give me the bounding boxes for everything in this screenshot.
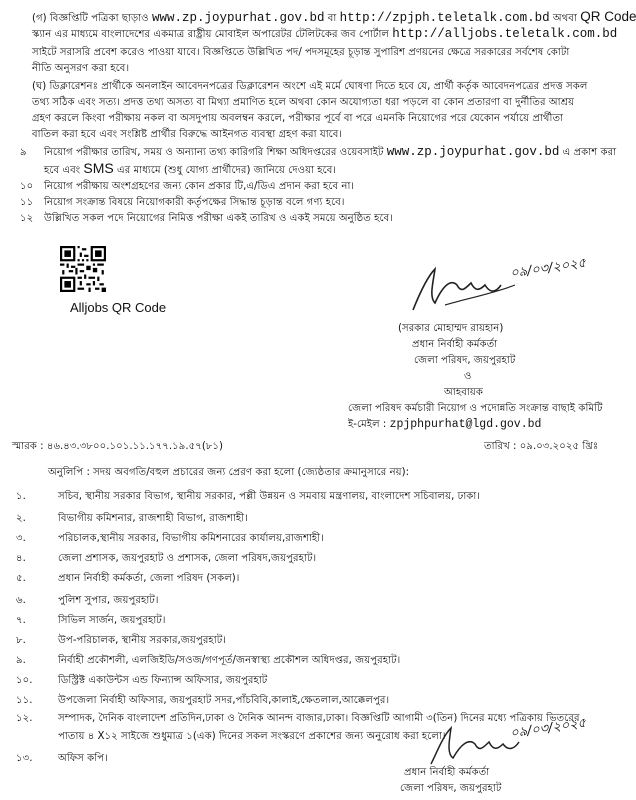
copy-item: সিভিল সার্জন, জয়পুরহাট। (58, 615, 166, 626)
copy-number: ১০. (16, 675, 33, 686)
url-zp-joypurhat-2[interactable]: www.zp.joypurhat.gov.bd (386, 145, 560, 159)
signer-and: ও (464, 371, 472, 382)
signer-office: জেলা পরিষদ, জয়পুরহাট (414, 355, 516, 366)
item-g-or2: অথবা (552, 13, 577, 24)
copy-number: ৩. (16, 533, 26, 544)
memo-reference: স্মারক : ৪৬.৪৩.৩৮০০.১০১.১১.১৭৭.১৯.৫৭(৮১) (12, 441, 223, 452)
item-9-line2-end: এর মাধ্যমে (শুধু যোগ্য প্রার্থীদের) জানিয়ে দেওয়া হবে। (117, 165, 337, 176)
url-alljobs[interactable]: http://alljobs.teletalk.com.bd (392, 27, 618, 41)
signature-date: ০৯/০৩/২০২৫ (509, 255, 588, 282)
memo-date: তারিখ : ০৯.০৩.২০২৫ খ্রিঃ (484, 441, 599, 452)
signer-title: প্রধান নির্বাহী কর্মকর্তা (404, 767, 490, 778)
item-g-line2 (32, 28, 617, 41)
item-number: ১০ (20, 181, 34, 192)
copy-heading: অনুলিপি : সদয় অবগতি/বহুল প্রচারের জন্য প্রেরণ করা হলো (জ্যেষ্ঠতার ক্রমানুসারে নয়): (48, 467, 410, 478)
sms-label: SMS (83, 160, 114, 176)
copy-item: সম্পাদক, দৈনিক বাংলাদেশ প্রতিদিন,ঢাকা ও দৈনিক আনন্দ বাজার,ঢাকা। বিজ্ঞপ্তিটি আগামী ৩(তিন) দিনের মধ্যে পত্রিকায় ভিতরের (58, 713, 580, 724)
item-g-line4: নীতি অনুসরণ করা হবে। (32, 63, 130, 74)
item-9-line2-start: হবে এবং (44, 165, 81, 176)
copy-number: ১১. (16, 695, 33, 706)
item-9-text-end: এ প্রকাশ করা (562, 147, 617, 158)
item-number: ৯ (20, 147, 27, 158)
copy-item: প্রধান নির্বাহী কর্মকর্তা, জেলা পরিষদ (সকল)। (58, 573, 240, 584)
copy-item: বিভাগীয় কমিশনার, রাজশাহী বিভাগ, রাজশাহী। (58, 513, 248, 524)
copy-number: ১৩. (16, 753, 33, 764)
copy-item: জেলা প্রশাসক, জয়পুরহাট ও প্রশাসক, জেলা পরিষদ,জয়পুরহাট। (58, 553, 317, 564)
signer-office: জেলা পরিষদ, জয়পুরহাট (400, 783, 502, 794)
item-11-text: নিয়োগ সংক্রান্ত বিষয়ে নিয়োগকারী কর্তৃপক্ষের সিদ্ধান্ত চূড়ান্ত বলে গণ্য হবে। (44, 197, 345, 208)
copy-number: ২. (16, 513, 26, 524)
email-line (348, 418, 541, 431)
copy-number: ৭. (16, 615, 26, 626)
item-g-prefix: (গ) বিজ্ঞপ্তিটি পত্রিকা ছাড়াও (32, 13, 149, 24)
email-link[interactable]: zpjphpurhat@lgd.gov.bd (389, 418, 542, 431)
copy-number: ৪. (16, 553, 26, 564)
signer-title: প্রধান নির্বাহী কর্মকর্তা (412, 339, 498, 350)
copy-number: ৯. (16, 655, 26, 666)
copy-item: ডিস্ট্রিক্ট একাউন্টস এন্ড ফিন্যান্স অফিসার, জয়পুরহাট (58, 675, 268, 686)
item-9-line2 (44, 162, 336, 177)
item-gh-line3: গ্রহণ করলে কিংবা পরীক্ষায় নকল বা অসদুপায় অবলম্বন করলে, পরীক্ষার পূর্বে বা পরে এমনকি নিয়োগের পরে যেকোন পর্যায়ে প্রার্থীতা (32, 113, 564, 124)
item-g-line3: সাইটে সরাসরি প্রবেশ করেও পাওয়া যাবে। বিজ্ঞপ্তিতে উল্লিখিত পদ/ পদসমূহের চূড়ান্ত সুপারিশ প্রণয়নের ক্ষেত্রে সরকারের সর্বশেষ কোটা (32, 47, 570, 58)
item-g-line1 (32, 10, 636, 25)
copy-number: ৫. (16, 573, 26, 584)
item-g-or1: বা (327, 13, 337, 24)
item-9-text: নিয়োগ পরীক্ষার তারিখ, সময় ও অন্যান্য তথ্য কারিগরি শিক্ষা অধিদপ্তরের ওয়েবসাইট (44, 147, 384, 158)
copy-item: পরিচালক,স্থানীয় সরকার, বিভাগীয় কমিশনারের কার্যালয়,রাজশাহী। (58, 533, 324, 544)
copy-item: পুলিশ সুপার, জয়পুরহাট। (58, 595, 159, 606)
copy-number: ৮. (16, 635, 26, 646)
committee-name: জেলা পরিষদ কর্মচারী নিয়োগ ও পদোন্নতি সংক্রান্ত বাছাই কমিটি (348, 403, 603, 414)
item-9-line1 (44, 146, 616, 159)
copy-number: ১২. (16, 713, 33, 724)
copy-number: ৬. (16, 595, 26, 606)
signer-name: (সরকার মোহাম্মদ রায়হান) (398, 323, 504, 334)
email-label: ই-মেইল : (348, 419, 387, 430)
signature-date: ০৯/০৩/২০২৫ (509, 715, 588, 742)
item-12-text: উল্লিখিত সকল পদে নিয়োগের নিমিত্ত পরীক্ষা একই তারিখ ও একই সময়ে অনুষ্ঠিত হবে। (44, 213, 393, 224)
copy-item: অফিস কপি। (58, 753, 108, 764)
item-gh-line2: তথ্য সঠিক এবং সত্য। প্রদত্ত তথ্য অসত্য বা মিথ্যা প্রমাণিত হলে অথবা কোন অযোগ্যতা ধরা পড়লে বা কোন প্রতারণা বা দুর্নীতির আশ্রয় (32, 97, 575, 108)
copy-item: নির্বাহী প্রকৌশলী, এলজিইডি/সওজ/গণপূর্ত/জনস্বাস্থ্য প্রকৌশল অধিদপ্তর, জয়পুরহাট। (58, 655, 401, 666)
item-gh-line4: বাতিল করা হবে এবং সংশ্লিষ্ট প্রার্থীর বিরুদ্ধে আইনগত ব্যবস্থা গ্রহণ করা যাবে। (32, 129, 343, 140)
item-number: ১১ (20, 197, 34, 208)
copy-item-continuation: পাতায় ৪ X১২ সাইজে শুধুমাত্র ১(এক) দিনের সকল সংস্করণে প্রকাশের জন্য অনুরোধ করা হলো। (58, 731, 446, 742)
qr-code-label: Alljobs QR Code (70, 300, 167, 315)
copy-number: ১. (16, 491, 26, 502)
url-zp-joypurhat[interactable]: www.zp.joypurhat.gov.bd (151, 11, 325, 25)
item-number: ১২ (20, 213, 34, 224)
item-10-text: নিয়োগ পরীক্ষায় অংশগ্রহণের জন্য কোন প্রকার টি,এ/ডিএ প্রদান করা হবে না। (44, 181, 355, 192)
item-g-qr-code: QR Code (580, 9, 636, 24)
qr-code-icon[interactable] (60, 246, 106, 292)
signer-role: আহবায়ক (444, 387, 483, 398)
copy-item: উপজেলা নির্বাহী অফিসার, জয়পুরহাট সদর,পাঁচবিবি,কালাই,ক্ষেতলাল,আক্কেলপুর। (58, 695, 390, 706)
copy-item: সচিব, স্থানীয় সরকার বিভাগ, স্থানীয় সরকার, পল্লী উন্নয়ন ও সমবায় মন্ত্রণালয়, বাংলাদেশ সচিবালয়, ঢাকা। (58, 491, 481, 502)
item-gh-line1: (ঘ) ডিক্লারেশনঃ প্রার্থীকে অনলাইন আবেদনপত্রের ডিক্লারেশন অংশে এই মর্মে ঘোষণা দিতে হবে যে, প্রার্থী কর্তৃক আবেদনপত্রের প্রদত্ত সকল (32, 81, 588, 92)
copy-item: উপ-পরিচালক, স্থানীয় সরকার,জয়পুরহাট। (58, 635, 226, 646)
url-teletalk-zpjph[interactable]: http://zpjph.teletalk.com.bd (339, 11, 550, 25)
item-g-line2-text: স্ক্যান এর মাধ্যমে বাংলাদেশের একমাত্র রাষ্ট্রীয় মোবাইল অপারেটর টেলিটকের জব পোর্টাল (32, 29, 390, 40)
